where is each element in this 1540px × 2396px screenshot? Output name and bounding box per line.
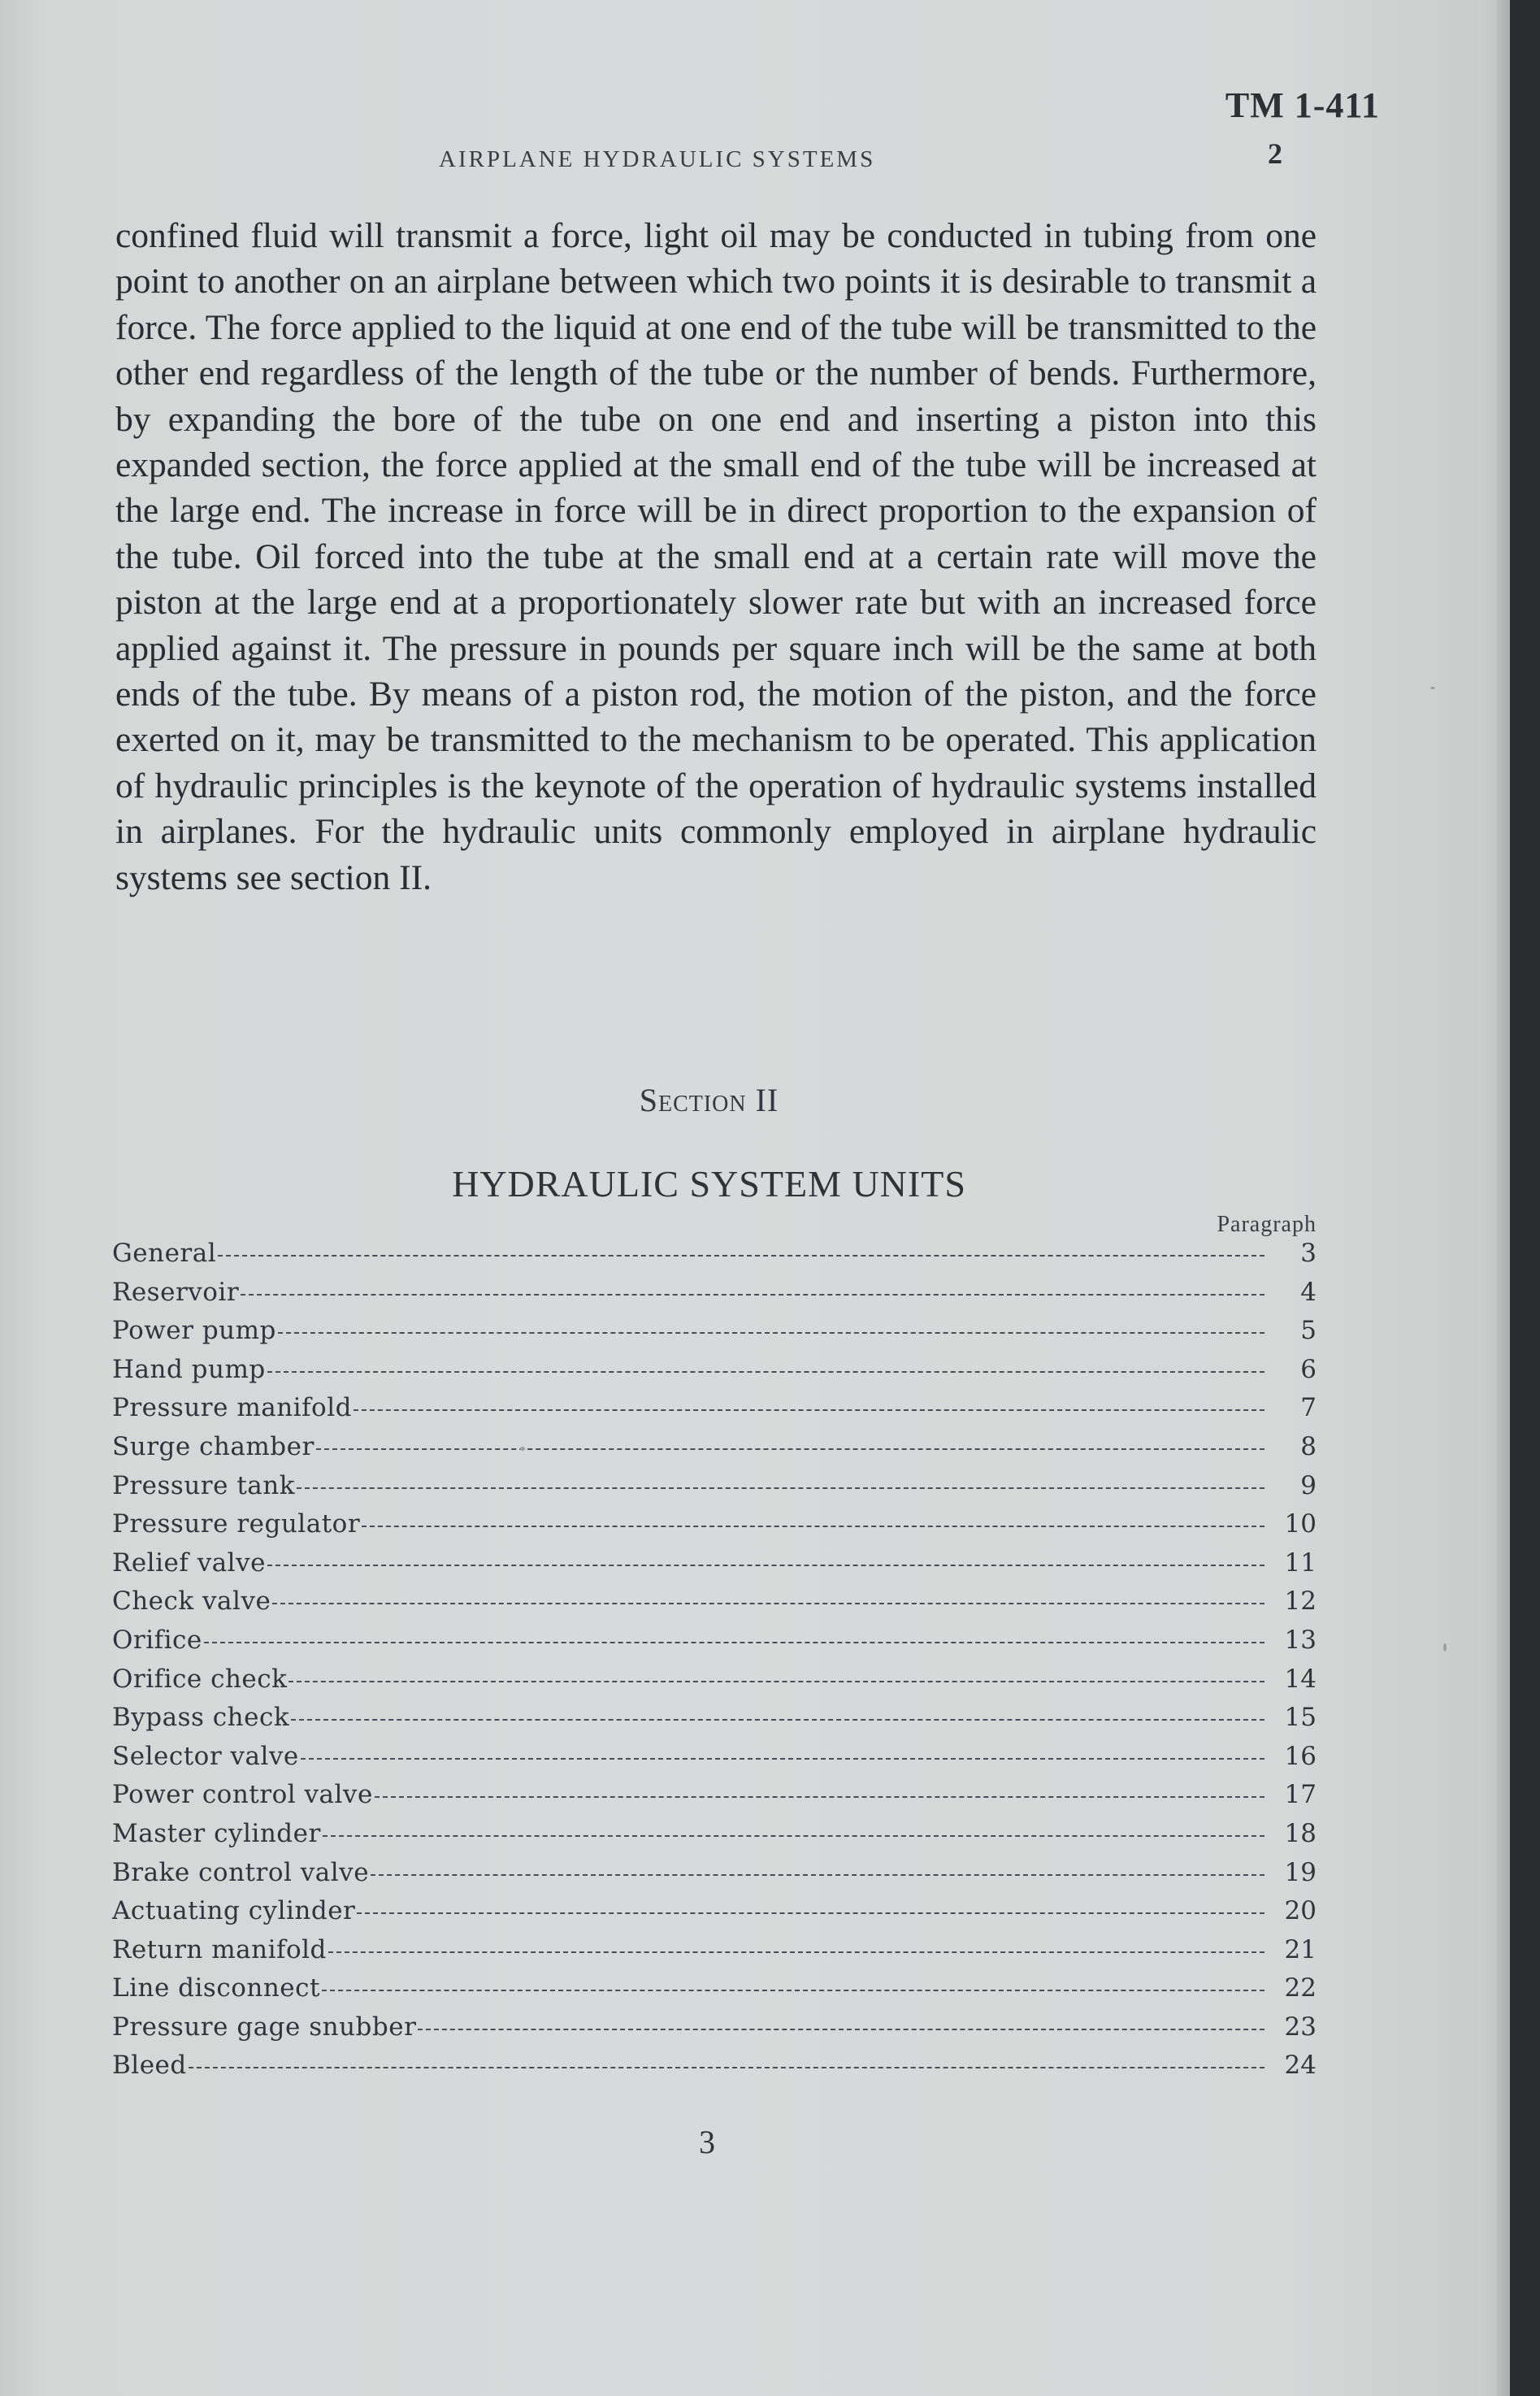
- paper-speck: [1430, 687, 1435, 689]
- toc-row: [112, 2012, 1317, 2051]
- toc-row: [112, 1393, 1317, 1432]
- toc-entry-title: Power pump: [112, 1316, 276, 1346]
- toc-paragraph-number: 18: [1284, 1818, 1317, 1848]
- toc-entry-title: Power control valve: [112, 1780, 373, 1810]
- toc-entry-title: Brake control valve: [112, 1857, 370, 1887]
- page-number: 3: [699, 2124, 715, 2160]
- toc-paragraph-number: 24: [1284, 2051, 1317, 2081]
- toc-paragraph-number: 21: [1284, 1934, 1317, 1964]
- toc-row: [112, 1586, 1317, 1626]
- toc-row: [112, 1780, 1317, 1819]
- toc-row: [112, 1935, 1317, 1974]
- toc-paragraph-number: 8: [1300, 1431, 1317, 1461]
- toc-dot-leader: [316, 1448, 1265, 1450]
- toc-paragraph-number: 3: [1300, 1239, 1317, 1268]
- toc-rows: [112, 1239, 1317, 2090]
- toc-row: [112, 1278, 1317, 1317]
- technical-manual-number: TM 1-411: [1225, 85, 1380, 125]
- section-title: HYDRAULIC SYSTEM UNITS: [452, 1163, 966, 1205]
- toc-row: [112, 1316, 1317, 1355]
- toc-dot-leader: [354, 1409, 1265, 1411]
- section-label: Section II: [639, 1082, 779, 1118]
- toc-entry-title: Master cylinder: [112, 1818, 321, 1848]
- toc-entry-title: Orifice: [112, 1625, 202, 1655]
- toc-row: [112, 1548, 1317, 1587]
- toc-dot-leader: [241, 1294, 1265, 1296]
- toc-paragraph-number: 5: [1300, 1316, 1317, 1346]
- header-paragraph-number: 2: [1268, 137, 1282, 170]
- toc-entry-title: Hand pump: [112, 1354, 266, 1384]
- toc-dot-leader: [322, 1990, 1265, 1991]
- toc-dot-leader: [267, 1565, 1265, 1566]
- toc-dot-leader: [418, 2029, 1265, 2030]
- toc-dot-leader: [328, 1951, 1265, 1953]
- toc-entry-title: Pressure regulator: [112, 1509, 361, 1539]
- toc-paragraph-number: 11: [1284, 1547, 1317, 1578]
- toc-dot-leader: [357, 1912, 1265, 1914]
- toc-entry-title: Line disconnect: [112, 1973, 320, 2003]
- toc-entry-title: Actuating cylinder: [112, 1896, 356, 1926]
- toc-dot-leader: [204, 1642, 1265, 1643]
- toc-dot-leader: [278, 1332, 1265, 1334]
- toc-entry-title: Pressure manifold: [112, 1393, 352, 1423]
- toc-entry-title: Pressure gage snubber: [112, 2012, 417, 2042]
- toc-paragraph-number: 15: [1284, 1703, 1317, 1733]
- toc-dot-leader: [291, 1719, 1265, 1721]
- toc-paragraph-number: 6: [1300, 1354, 1317, 1384]
- toc-dot-leader: [301, 1758, 1265, 1760]
- toc-paragraph-number: 7: [1300, 1393, 1317, 1423]
- toc-paragraph-number: 17: [1284, 1780, 1317, 1810]
- toc-entry-title: Relief valve: [112, 1547, 266, 1578]
- toc-dot-leader: [288, 1681, 1265, 1682]
- toc-row: [112, 1471, 1317, 1510]
- toc-row: [112, 1703, 1317, 1742]
- toc-paragraph-number: 9: [1300, 1470, 1317, 1500]
- toc-dot-leader: [362, 1526, 1265, 1527]
- toc-row: [112, 1896, 1317, 1935]
- toc-paragraph-number: 12: [1284, 1586, 1317, 1617]
- toc-row: [112, 1819, 1317, 1858]
- toc-dot-leader: [375, 1796, 1265, 1798]
- toc-row: [112, 1509, 1317, 1548]
- toc-paragraph-number: 14: [1284, 1664, 1317, 1694]
- toc-paragraph-number: 10: [1284, 1509, 1317, 1539]
- body-paragraph: confined fluid will transmit a force, light oil may be conducted in tubing from one point to another on an airplane between which two points it is desirable to transmit a force. The force applied to the liquid at one end of the tube will be transmitted to the other end regardless of the length of the tube or the number of bends. Furthermore, by expanding the bore of the tube on one end and inserting a piston into this expanded section, the force applied at the small end of the tube will be increased at the large end. The increase in force will be in direct proportion to the expansion of the tube. Oil forced into the tube at the small end at a certain rate will move the piston at the large end at a proportionately slower rate but with an increased force applied against it. The pressure in pounds per square inch will be the same at both ends of the tube. By means of a piston rod, the motion of the piston, and the force exerted on it, may be transmitted to the mechanism to be operated. This application of hydraulic principles is the keynote of the operation of hydraulic systems installed in airplanes. For the hydraulic units commonly employed in airplane hydraulic systems see section II.: [115, 216, 1317, 897]
- toc-entry-title: Pressure tank: [112, 1470, 296, 1500]
- toc-entry-title: Surge chamber: [112, 1431, 315, 1461]
- toc-entry-title: Return manifold: [112, 1934, 327, 1964]
- toc-entry-title: Bypass check: [112, 1703, 290, 1733]
- toc-paragraph-number: 4: [1300, 1277, 1317, 1307]
- toc-row: [112, 1626, 1317, 1665]
- toc-paragraph-number: 22: [1284, 1973, 1317, 2003]
- running-head: AIRPLANE HYDRAULIC SYSTEMS: [439, 146, 876, 172]
- toc-row: [112, 1973, 1317, 2012]
- toc-row: [112, 1432, 1317, 1471]
- table-of-contents: [112, 1211, 1317, 2090]
- toc-dot-leader: [267, 1371, 1265, 1373]
- toc-paragraph-number: 20: [1284, 1896, 1317, 1926]
- toc-paragraph-number: 13: [1284, 1625, 1317, 1655]
- toc-column-header: Paragraph: [1217, 1212, 1317, 1237]
- toc-dot-leader: [297, 1487, 1265, 1489]
- toc-row: [112, 1742, 1317, 1781]
- toc-dot-leader: [218, 1255, 1265, 1257]
- toc-row: [112, 2051, 1317, 2090]
- toc-entry-title: Orifice check: [112, 1664, 288, 1694]
- toc-row: [112, 1665, 1317, 1704]
- toc-paragraph-number: 16: [1284, 1741, 1317, 1771]
- toc-entry-title: General: [112, 1239, 217, 1268]
- toc-row: [112, 1858, 1317, 1897]
- paper-speck: [1443, 1643, 1447, 1652]
- toc-entry-title: Selector valve: [112, 1741, 299, 1771]
- page-edge: [1497, 0, 1510, 2396]
- toc-row: [112, 1355, 1317, 1394]
- paper-speck: [520, 1447, 525, 1451]
- toc-paragraph-number: 19: [1284, 1857, 1317, 1887]
- toc-entry-title: Reservoir: [112, 1277, 240, 1307]
- toc-entry-title: Check valve: [112, 1586, 271, 1617]
- toc-entry-title: Bleed: [112, 2051, 187, 2081]
- toc-row: [112, 1239, 1317, 1278]
- toc-dot-leader: [189, 2067, 1265, 2068]
- toc-dot-leader: [272, 1603, 1265, 1604]
- toc-dot-leader: [371, 1874, 1265, 1876]
- toc-paragraph-number: 23: [1284, 2012, 1317, 2042]
- toc-dot-leader: [323, 1835, 1265, 1837]
